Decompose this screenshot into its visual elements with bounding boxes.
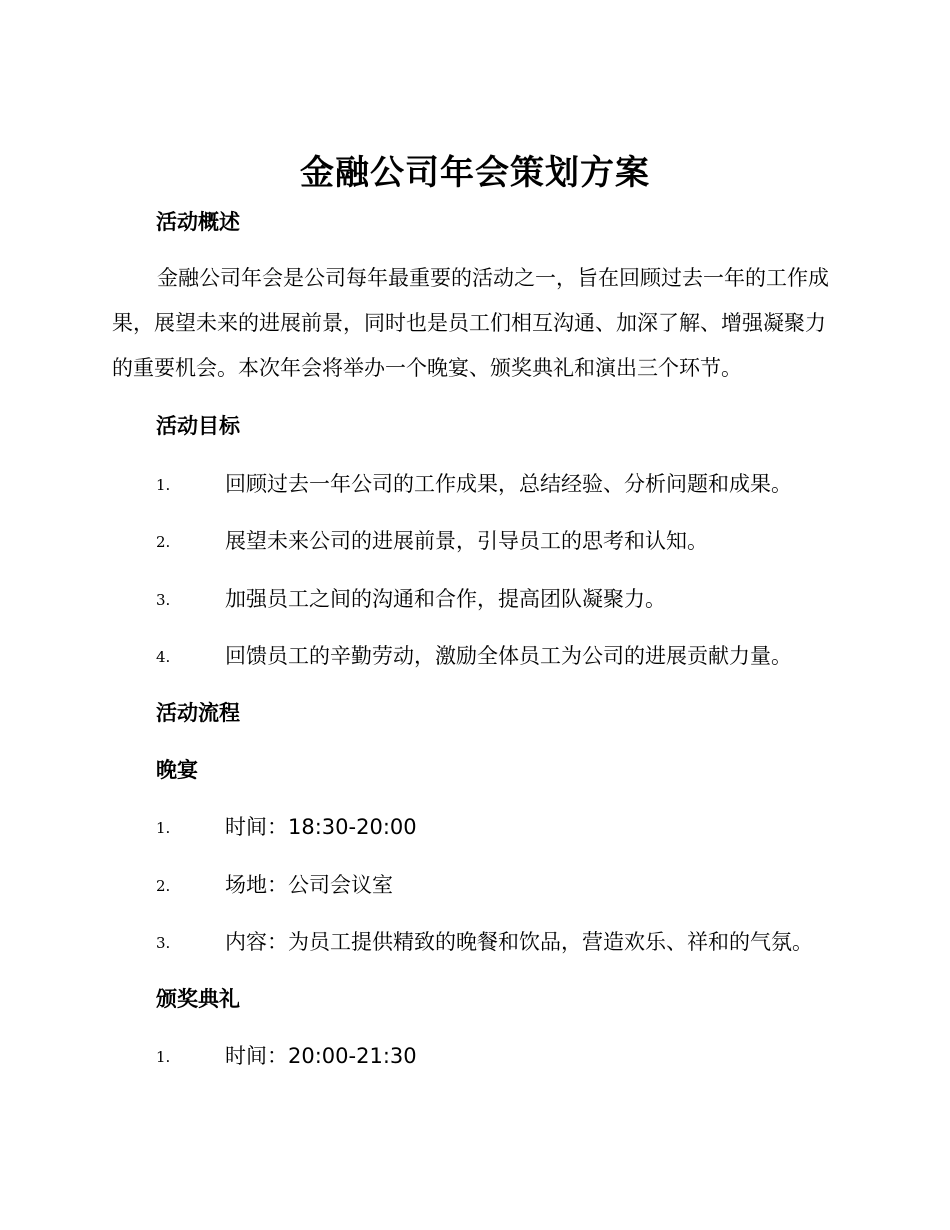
goal-item bbox=[156, 641, 846, 671]
list-number: 2. bbox=[156, 877, 171, 895]
goal-item bbox=[156, 526, 846, 556]
list-number: 3. bbox=[156, 591, 171, 609]
goal-item bbox=[156, 469, 846, 499]
heading-overview: 活动概述 bbox=[156, 210, 240, 234]
heading-process: 活动流程 bbox=[156, 701, 240, 725]
heading-goals: 活动目标 bbox=[156, 414, 240, 438]
list-text: 场地：公司会议室 bbox=[225, 873, 393, 897]
dinner-item bbox=[156, 927, 846, 957]
goal-item bbox=[156, 584, 846, 614]
overview-paragraph: 金融公司年会是公司每年最重要的活动之一，旨在回顾过去一年的工作成果，展望未来的进展前景，同时也是员工们相互沟通、加深了解、增强凝聚力的重要机会。本次年会将举办一个晚宴、颁奖典礼和演出三个环节。 bbox=[112, 266, 829, 380]
list-number: 3. bbox=[156, 934, 171, 952]
dinner-item bbox=[156, 870, 846, 900]
heading-awards: 颁奖典礼 bbox=[156, 987, 240, 1011]
dinner-item bbox=[156, 812, 846, 842]
list-text: 内容：为员工提供精致的晚餐和饮品，营造欢乐、祥和的气氛。 bbox=[225, 930, 813, 954]
list-text: 加强员工之间的沟通和合作，提高团队凝聚力。 bbox=[225, 587, 666, 611]
list-text: 时间：18:30-20:00 bbox=[225, 815, 417, 839]
list-number: 1. bbox=[156, 1048, 171, 1066]
list-text: 回顾过去一年公司的工作成果，总结经验、分析问题和成果。 bbox=[225, 472, 792, 496]
list-number: 1. bbox=[156, 476, 171, 494]
list-number: 4. bbox=[156, 648, 171, 666]
list-number: 2. bbox=[156, 533, 171, 551]
list-text: 回馈员工的辛勤劳动，激励全体员工为公司的进展贡献力量。 bbox=[225, 644, 792, 668]
heading-dinner: 晚宴 bbox=[156, 758, 198, 782]
list-text: 时间：20:00-21:30 bbox=[225, 1044, 417, 1068]
list-number: 1. bbox=[156, 819, 171, 837]
document-title: 金融公司年会策划方案 bbox=[300, 153, 650, 193]
awards-item bbox=[156, 1041, 846, 1071]
list-text: 展望未来公司的进展前景，引导员工的思考和认知。 bbox=[225, 529, 708, 553]
